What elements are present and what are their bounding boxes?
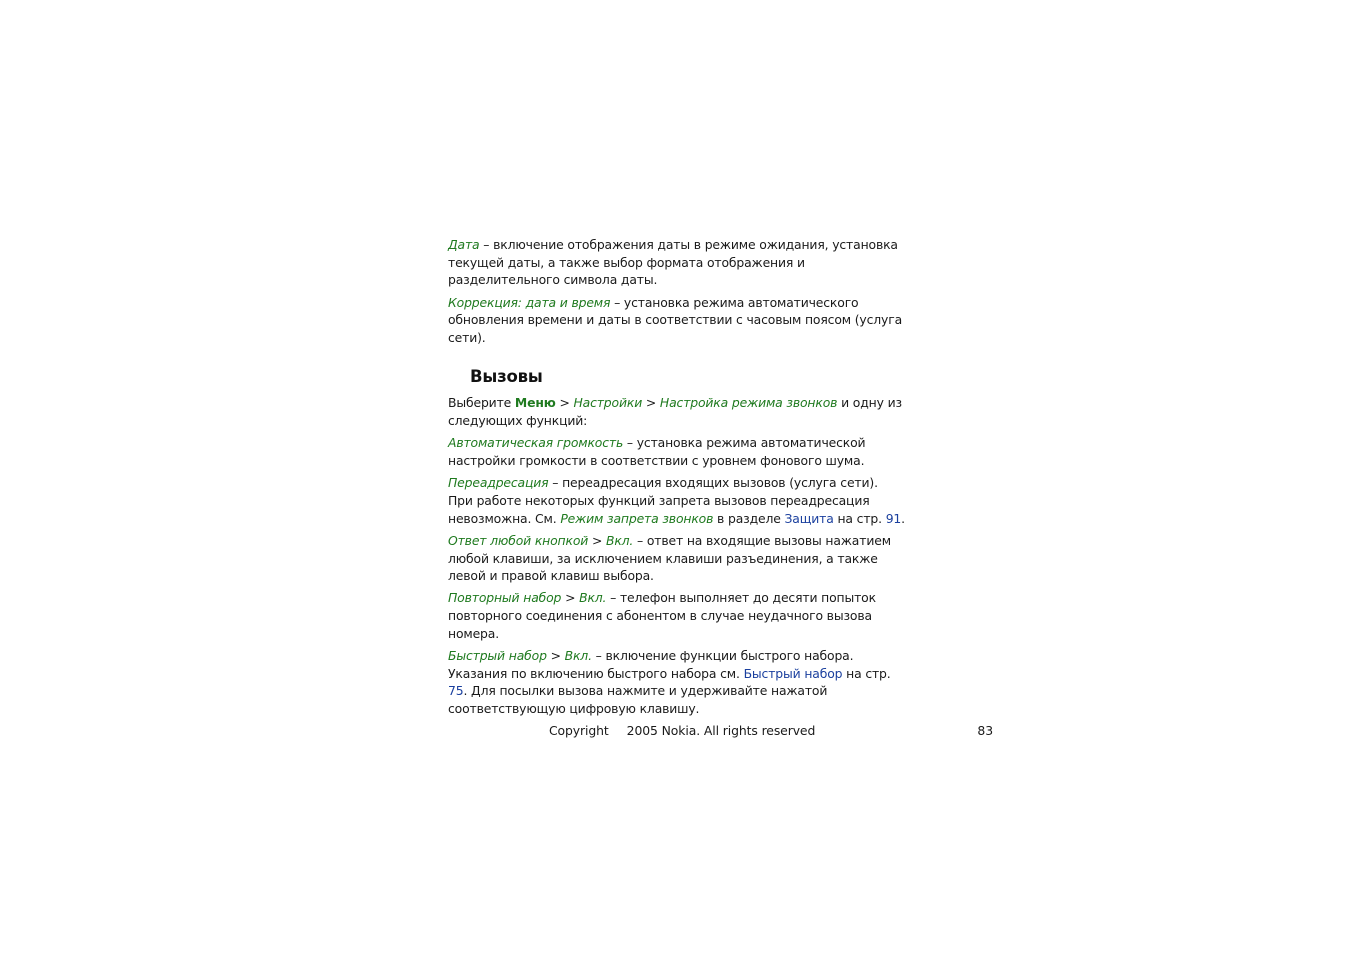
term-on: Вкл. [579, 590, 607, 606]
text-time-correction: – установка режима автоматического обновления времени и даты в соответствии с часовым поясом (услуга сети). [448, 294, 903, 345]
term-settings: Настройки [573, 395, 643, 411]
term-forwarding: Переадресация [448, 475, 549, 491]
paragraph-auto-redial [448, 589, 906, 642]
term-on: Вкл. [605, 532, 634, 548]
text-speed-dial: – включение функции быстрого набора. Указания по включению быстрого набора см. [448, 648, 854, 681]
page-footer [549, 722, 995, 740]
paragraph-auto-volume [448, 434, 906, 469]
menu-label: Меню [514, 395, 556, 411]
paragraph-menu-path [448, 394, 906, 429]
page-number: 83 [977, 723, 993, 738]
term-auto-redial: Повторный набор [448, 590, 562, 606]
term-date: Дата [448, 237, 480, 252]
path-separator: > [546, 648, 565, 664]
paragraph-date [448, 236, 906, 289]
path-separator: > [561, 590, 580, 606]
term-auto-volume: Автоматическая громкость [448, 435, 624, 451]
path-separator: > [555, 395, 574, 411]
text-page-prefix: на стр. [833, 510, 886, 526]
text-page-prefix: на стр. [842, 665, 891, 681]
term-call-barring: Режим запрета звонков [560, 510, 714, 526]
link-page-75[interactable]: 75 [448, 683, 464, 699]
term-time-correction: Коррекция: дата и время [448, 294, 611, 310]
text-select-suffix: и одну из следующих функций: [448, 395, 902, 428]
paragraph-forwarding [448, 474, 906, 527]
copyright-text: 2005 Nokia. All rights reserved [626, 723, 816, 738]
text-forwarding: – переадресация входящих вызовов (услуга сети). При работе некоторых функций запрета вызовов переадресация невозможна. См. [448, 475, 878, 526]
text-anykey-answer: – ответ на входящие вызовы нажатием любой клавиши, за исключением клавиши разъединения, а также левой и правой клавиш выбора. [448, 532, 891, 584]
term-on: Вкл. [564, 648, 592, 664]
text-in-section: в разделе [713, 510, 785, 526]
link-speed-dial[interactable]: Быстрый набор [743, 665, 843, 681]
paragraph-time-correction [448, 294, 906, 347]
paragraph-anykey-answer [448, 532, 906, 585]
link-security[interactable]: Защита [784, 510, 834, 526]
text-speed-dial-end: . Для посылки вызова нажмите и удерживайте нажатой соответствующую цифровую клавишу. [448, 683, 828, 716]
text-date: – включение отображения даты в режиме ожидания, установка текущей даты, а также выбор формата отображения и разделительного символа даты. [448, 237, 898, 288]
path-separator: > [588, 532, 606, 548]
text-period: . [901, 510, 905, 526]
text-auto-volume: – установка режима автоматической настройки громкости в соответствии с уровнем фонового шума. [448, 435, 866, 468]
section-heading-calls: Вызовы [470, 367, 543, 387]
term-anykey-answer: Ответ любой кнопкой [448, 532, 589, 548]
text-auto-redial: – телефон выполняет до десяти попыток повторного соединения с абонентом в случае неудачного вызова номера. [448, 590, 876, 641]
paragraph-speed-dial [448, 647, 906, 717]
document-page [448, 236, 906, 722]
term-speed-dial: Быстрый набор [448, 648, 547, 664]
text-select-prefix: Выберите [448, 395, 515, 411]
copyright-label: Copyright [549, 723, 609, 738]
link-page-91[interactable]: 91 [885, 510, 902, 526]
path-separator: > [642, 395, 660, 411]
term-call-settings: Настройка режима звонков [659, 395, 838, 411]
